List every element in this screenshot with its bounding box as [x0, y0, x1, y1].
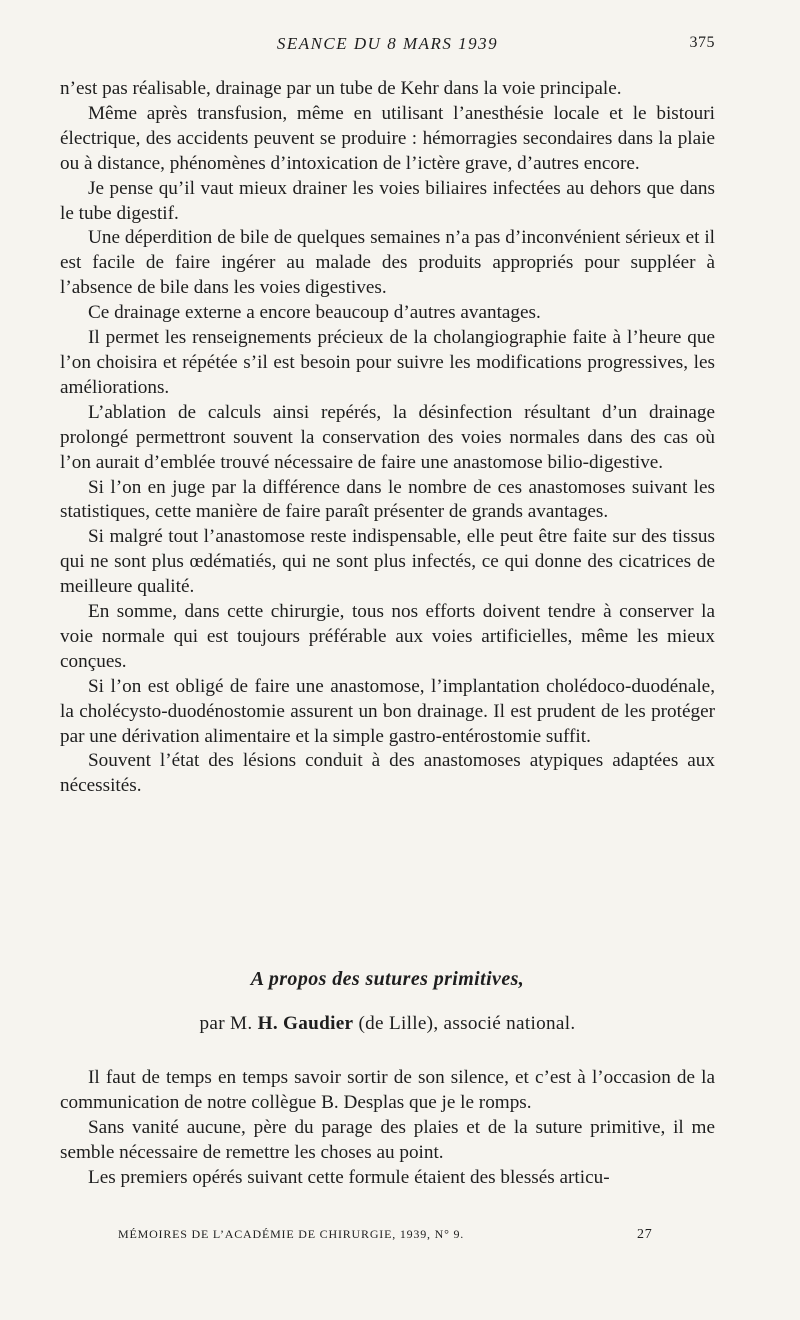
page-number: 375 — [689, 34, 715, 51]
author-name: H. Gaudier — [257, 1013, 354, 1034]
paragraph: Sans vanité aucune, père du parage des plaies et de la suture primitive, il me semble nécessaire de remettre les choses au point. — [60, 1116, 715, 1163]
paragraph: Même après transfusion, même en utilisant l’anesthésie locale et le bistouri électrique, des accidents peuvent se produire : hémorragies secondaires dans la plaie ou à distance, phénomènes d’intoxication de l’ictère grave, d’autres encore. — [60, 102, 715, 174]
paragraph: Si l’on est obligé de faire une anastomose, l’implantation cholédoco-duodénale, la cholécysto-duodénostomie assurent un bon drainage. Il est prudent de les protéger par une dérivation alimentaire et la simple gastro-entérostomie suffit. — [60, 675, 715, 747]
section-body-text — [60, 1066, 715, 1191]
page-footer — [60, 1227, 715, 1247]
body-text — [60, 77, 715, 799]
running-head — [60, 34, 715, 58]
paragraph: Ce drainage externe a encore beaucoup d’autres avantages. — [88, 302, 541, 324]
paragraph: Il faut de temps en temps savoir sortir de son silence, et c’est à l’occasion de la communication de notre collègue B. Desplas que je le romps. — [60, 1067, 715, 1113]
running-head-title: SEANCE DU 8 MARS 1939 — [276, 34, 499, 53]
paragraph: Je pense qu’il vaut mieux drainer les voies biliaires infectées au dehors que dans le tube digestif. — [60, 177, 715, 224]
byline-prefix: par M. — [199, 1013, 253, 1034]
signature-mark: 27 — [637, 1227, 653, 1242]
byline-suffix: (de Lille), associé national. — [358, 1013, 576, 1034]
section-title: A propos des sutures primitives, — [250, 968, 525, 990]
paragraph: Une déperdition de bile de quelques semaines n’a pas d’inconvénient sérieux et il est facile de faire ingérer au malade des produits appropriés pour suppléer à l’absence de bile dans les voies digestives. — [60, 227, 715, 299]
byline — [60, 1013, 715, 1035]
journal-reference: MÉMOIRES DE L’ACADÉMIE DE CHIRURGIE, 1939, N° 9. — [118, 1227, 465, 1241]
paragraph: Il permet les renseignements précieux de la cholangiographie faite à l’heure que l’on choisira et répétée s’il est besoin pour suivre les modifications progressives, les améliorations. — [60, 327, 715, 398]
paragraph: Si malgré tout l’anastomose reste indispensable, elle peut être faite sur des tissus qui ne sont plus œdématiés, qui ne sont plus infectés, ce qui donne des cicatrices de meilleure qualité. — [60, 526, 715, 598]
paragraph: Souvent l’état des lésions conduit à des anastomoses atypiques adaptées aux nécessités. — [60, 750, 715, 797]
paragraph: Si l’on en juge par la différence dans le nombre de ces anastomoses suivant les statistiques, cette manière de faire paraît présenter de grands avantages. — [60, 476, 715, 523]
paragraph: En somme, dans cette chirurgie, tous nos efforts doivent tendre à conserver la voie normale qui est toujours préférable aux voies artificielles, même les mieux conçues. — [60, 601, 715, 672]
paragraph: Les premiers opérés suivant cette formule étaient des blessés articu- — [88, 1166, 610, 1188]
paragraph: n’est pas réalisable, drainage par un tube de Kehr dans la voie principale. — [60, 78, 622, 99]
paragraph: L’ablation de calculs ainsi repérés, la désinfection résultant d’un drainage prolongé permettront souvent la conservation des voies normales dans des cas où l’on aurait d’emblée trouvé nécessaire de faire une anastomose bilio-digestive. — [60, 401, 715, 473]
